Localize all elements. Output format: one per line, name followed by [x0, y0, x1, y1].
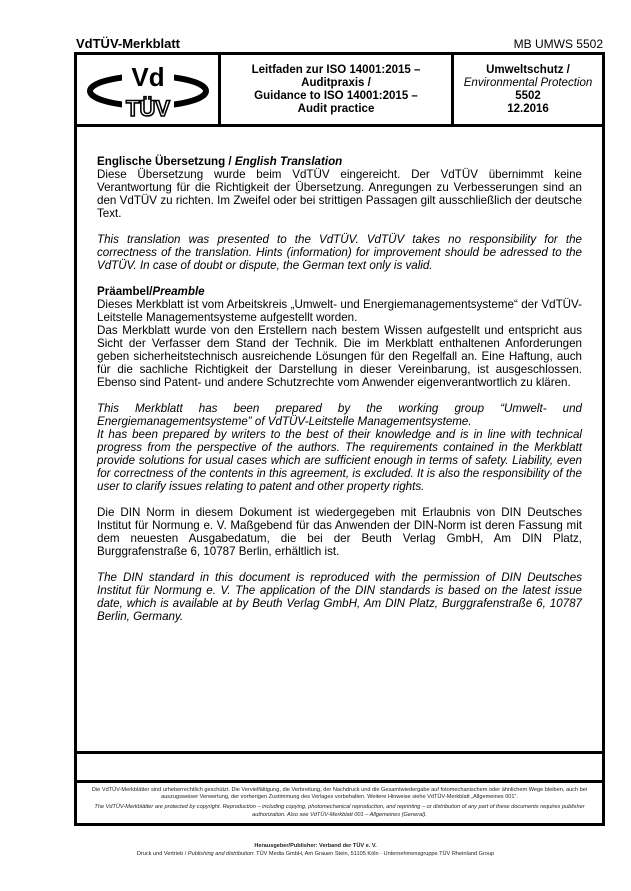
blank-row	[77, 754, 602, 783]
din-text-de: Die DIN Norm in diesem Dokument ist wiedergegeben mit Erlaubnis von DIN Deutsches Institut für Normung e. V. Maßgebend für das Anwenden der DIN-Norm ist deren Fassung mit dem neuesten Ausgabedatum, die bei der Beuth Verlag GmbH, Am DIN Platz, Burggrafenstraße 6, 10787 Berlin, erhältlich ist.	[97, 506, 582, 558]
translation-text-de: Diese Übersetzung wurde beim VdTÜV eingereicht. Der VdTÜV übernimmt keine Verantwortung für die Richtigkeit der Übersetzung. Anregungen zu Verbesserungen sind an den VdTÜV zu richten. Im Zweifel oder bei strittigen Passagen gilt ausschließlich der deutsche Text.	[97, 168, 582, 220]
copyright-de: Die VdTÜV-Merkblätter sind urheberrechtlich geschützt. Die Vervielfältigung, die Verbreitung, der Nachdruck und die Gesamtwiedergabe auf fotomechanischem oder ähnlichem Wege bleiben, auch bei auszugsweiser Verwertung, der vorherigen Zustimmung des Verlages vorbehalten. Weitere Hinweise siehe VdTÜV-Merkblatt „Allgemeines 001“.	[91, 787, 588, 801]
preamble-heading: Präambel/Preamble	[97, 285, 205, 298]
preamble-text-en-2: It has been prepared by writers to the best of their knowledge and is in line with technical progress from the perspective of the authors. The requirements contained in the Merkblatt provide solutions for usual cases which are sufficient enough in terms of safety. Liability, even for correctness of the contents in this agreement, is excluded. It is also the responsibility of the user to clarify issues relating to patent and other property rights.	[97, 428, 582, 493]
copyright-notice	[77, 783, 602, 823]
distribution-line: Druck und Vertrieb / Publishing and distribution: TÜV Media GmbH, Am Grauen Stein, 51105 Köln · Unternehmensgruppe TÜV Rheinland Group	[136, 850, 495, 857]
copyright-en: The VdTÜV-Merkblätter are protected by copyright. Reproduction – including copying, photomechanical reproduction, and reprinting – or distribution of any part of these documents requires publisher authorization. Also see VdTÜV-Merkblatt 001 – Allgemeines (General).	[94, 804, 585, 818]
document-category	[454, 55, 602, 124]
document-code: MB UMWS 5502	[513, 37, 603, 51]
svg-text:TÜV: TÜV	[125, 95, 170, 121]
category-en: Environmental Protection	[463, 76, 593, 89]
issue-date: 12.2016	[507, 102, 549, 115]
translation-text-en: This translation was presented to the VdTÜV. VdTÜV takes no responsibility for the correctness of the translation. Hints (information) for improvement should be adressed to the VdTÜV. In case of doubt or dispute, the German text only is valid.	[97, 233, 582, 272]
document-frame	[74, 52, 605, 826]
vdtuv-logo-icon	[84, 59, 212, 121]
document-series-label: VdTÜV-Merkblatt	[76, 36, 181, 51]
preamble-text-de-2: Das Merkblatt wurde von den Erstellern nach bestem Wissen aufgestellt und entspricht aus Sicht der Verfasser dem Stand der Technik. Die im Merkblatt enthaltenen Anforderungen geben sicherheitstechnisch ausreichende Lösungen für den Regelfall an. Eine Haftung, auch für die sachliche Richtigkeit der Darstellung in dieser Vereinbarung, ist ausgeschlossen. Ebenso sind Patent- und andere Schutzrechte vom Anwender eigenverantwortlich zu klären.	[97, 324, 582, 389]
din-text-en: The DIN standard in this document is reproduced with the permission of DIN Deutsches Institut für Normung e. V. The application of the DIN standards is based on the latest issue date, which is available at by Beuth Verlag GmbH, Am DIN Platz, Burggrafenstraße 6, 10787 Berlin, Germany.	[97, 571, 582, 623]
svg-text:Vd: Vd	[130, 61, 165, 92]
document-body	[77, 127, 602, 754]
publisher-info	[0, 843, 631, 858]
title-line: Leitfaden zur ISO 14001:2015 –	[251, 63, 421, 76]
preamble-text-de-1: Dieses Merkblatt ist vom Arbeitskreis „Umwelt- und Energiemanagementsysteme“ der VdTÜV-Leitstelle Managementsysteme aufgestellt worden.	[97, 298, 582, 324]
category-de: Umweltschutz /	[486, 63, 570, 76]
publisher-line: Herausgeber/Publisher: Verband der TÜV e. V.	[254, 843, 377, 849]
translation-de	[97, 155, 582, 220]
preamble-de	[97, 285, 582, 389]
translation-heading: Englische Übersetzung / English Translation	[97, 155, 343, 168]
title-line: Auditpraxis /	[301, 76, 371, 89]
document-header	[77, 55, 602, 127]
document-title	[221, 55, 454, 124]
title-line: Guidance to ISO 14001:2015 –	[254, 89, 418, 102]
category-number: 5502	[515, 89, 541, 102]
logo-cell	[77, 55, 221, 124]
preamble-en	[97, 402, 582, 493]
preamble-text-en-1: This Merkblatt has been prepared by the working group “Umwelt- und Energiemanagementsysteme” of VdTÜV-Leitstelle Managementsysteme.	[97, 402, 582, 428]
title-line: Audit practice	[297, 102, 375, 115]
